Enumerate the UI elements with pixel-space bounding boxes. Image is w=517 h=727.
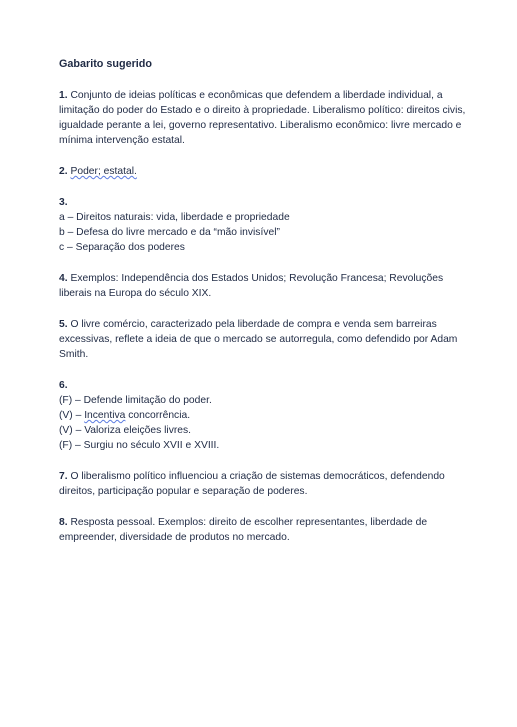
answer-number: 1. (59, 90, 68, 101)
answer-number: 7. (59, 471, 68, 482)
answer-number: 3. (59, 197, 68, 208)
answer-number: 8. (59, 517, 68, 528)
answer-5 (59, 317, 469, 362)
answer-line: b – Defesa do livre mercado e da “mão invisível” (59, 227, 280, 238)
answer-6 (59, 378, 469, 453)
true-false-line (59, 423, 469, 438)
answer-number: 2. (59, 166, 68, 177)
tf-statement: Defende limitação do poder. (83, 395, 212, 406)
tf-statement: concorrência. (125, 410, 191, 421)
answer-8 (59, 515, 469, 545)
answer-3 (59, 195, 469, 255)
answer-text: Exemplos: Independência dos Estados Unidos; Revolução Francesa; Revoluções liberais na Europa do século XIX. (59, 273, 444, 299)
answer-text: Poder; estatal. (70, 166, 137, 177)
answer-text: Resposta pessoal. Exemplos: direito de escolher representantes, liberdade de empreender, diversidade de produtos no mercado. (59, 517, 428, 543)
tf-mark: (F) (59, 440, 73, 451)
tf-dash: – (72, 395, 84, 406)
answer-number: 6. (59, 380, 68, 391)
tf-mark: (V) (59, 410, 73, 421)
answer-text: O livre comércio, caracterizado pela liberdade de compra e venda sem barreiras excessivas, reflete a ideia de que o mercado se autorregula, como defendido por Adam Smith. (59, 319, 458, 360)
answer-2 (59, 164, 469, 179)
tf-mark: (V) (59, 425, 73, 436)
answer-number: 4. (59, 273, 68, 284)
true-false-line (59, 438, 469, 453)
true-false-line (59, 408, 469, 423)
tf-flagged-word: Incentiva (84, 410, 126, 421)
answer-number: 5. (59, 319, 68, 330)
answer-line: c – Separação dos poderes (59, 242, 185, 253)
answer-line: a – Direitos naturais: vida, liberdade e propriedade (59, 212, 290, 223)
tf-mark: (F) (59, 395, 73, 406)
document-title: Gabarito sugerido (59, 58, 152, 70)
answer-text: O liberalismo político influenciou a criação de sistemas democráticos, defendendo direitos, participação popular e separação de poderes. (59, 471, 445, 497)
true-false-line (59, 393, 469, 408)
tf-statement: Valoriza eleições livres. (84, 425, 192, 436)
tf-dash: – (72, 440, 84, 451)
answer-text: Conjunto de ideias políticas e econômicas que defendem a liberdade individual, a limitação do poder do Estado e o direito à propriedade. Liberalismo político: direitos civis, igualdade perante a lei, governo representativo. Liberalismo econômico: livre mercado e mínima intervenção estatal. (59, 90, 466, 146)
answer-1 (59, 88, 469, 148)
tf-statement: Surgiu no século XVII e XVIII. (83, 440, 220, 451)
answer-key-document (59, 57, 469, 561)
answer-4 (59, 271, 469, 301)
tf-dash: – (72, 425, 85, 436)
answer-7 (59, 469, 469, 499)
tf-dash: – (72, 410, 85, 421)
